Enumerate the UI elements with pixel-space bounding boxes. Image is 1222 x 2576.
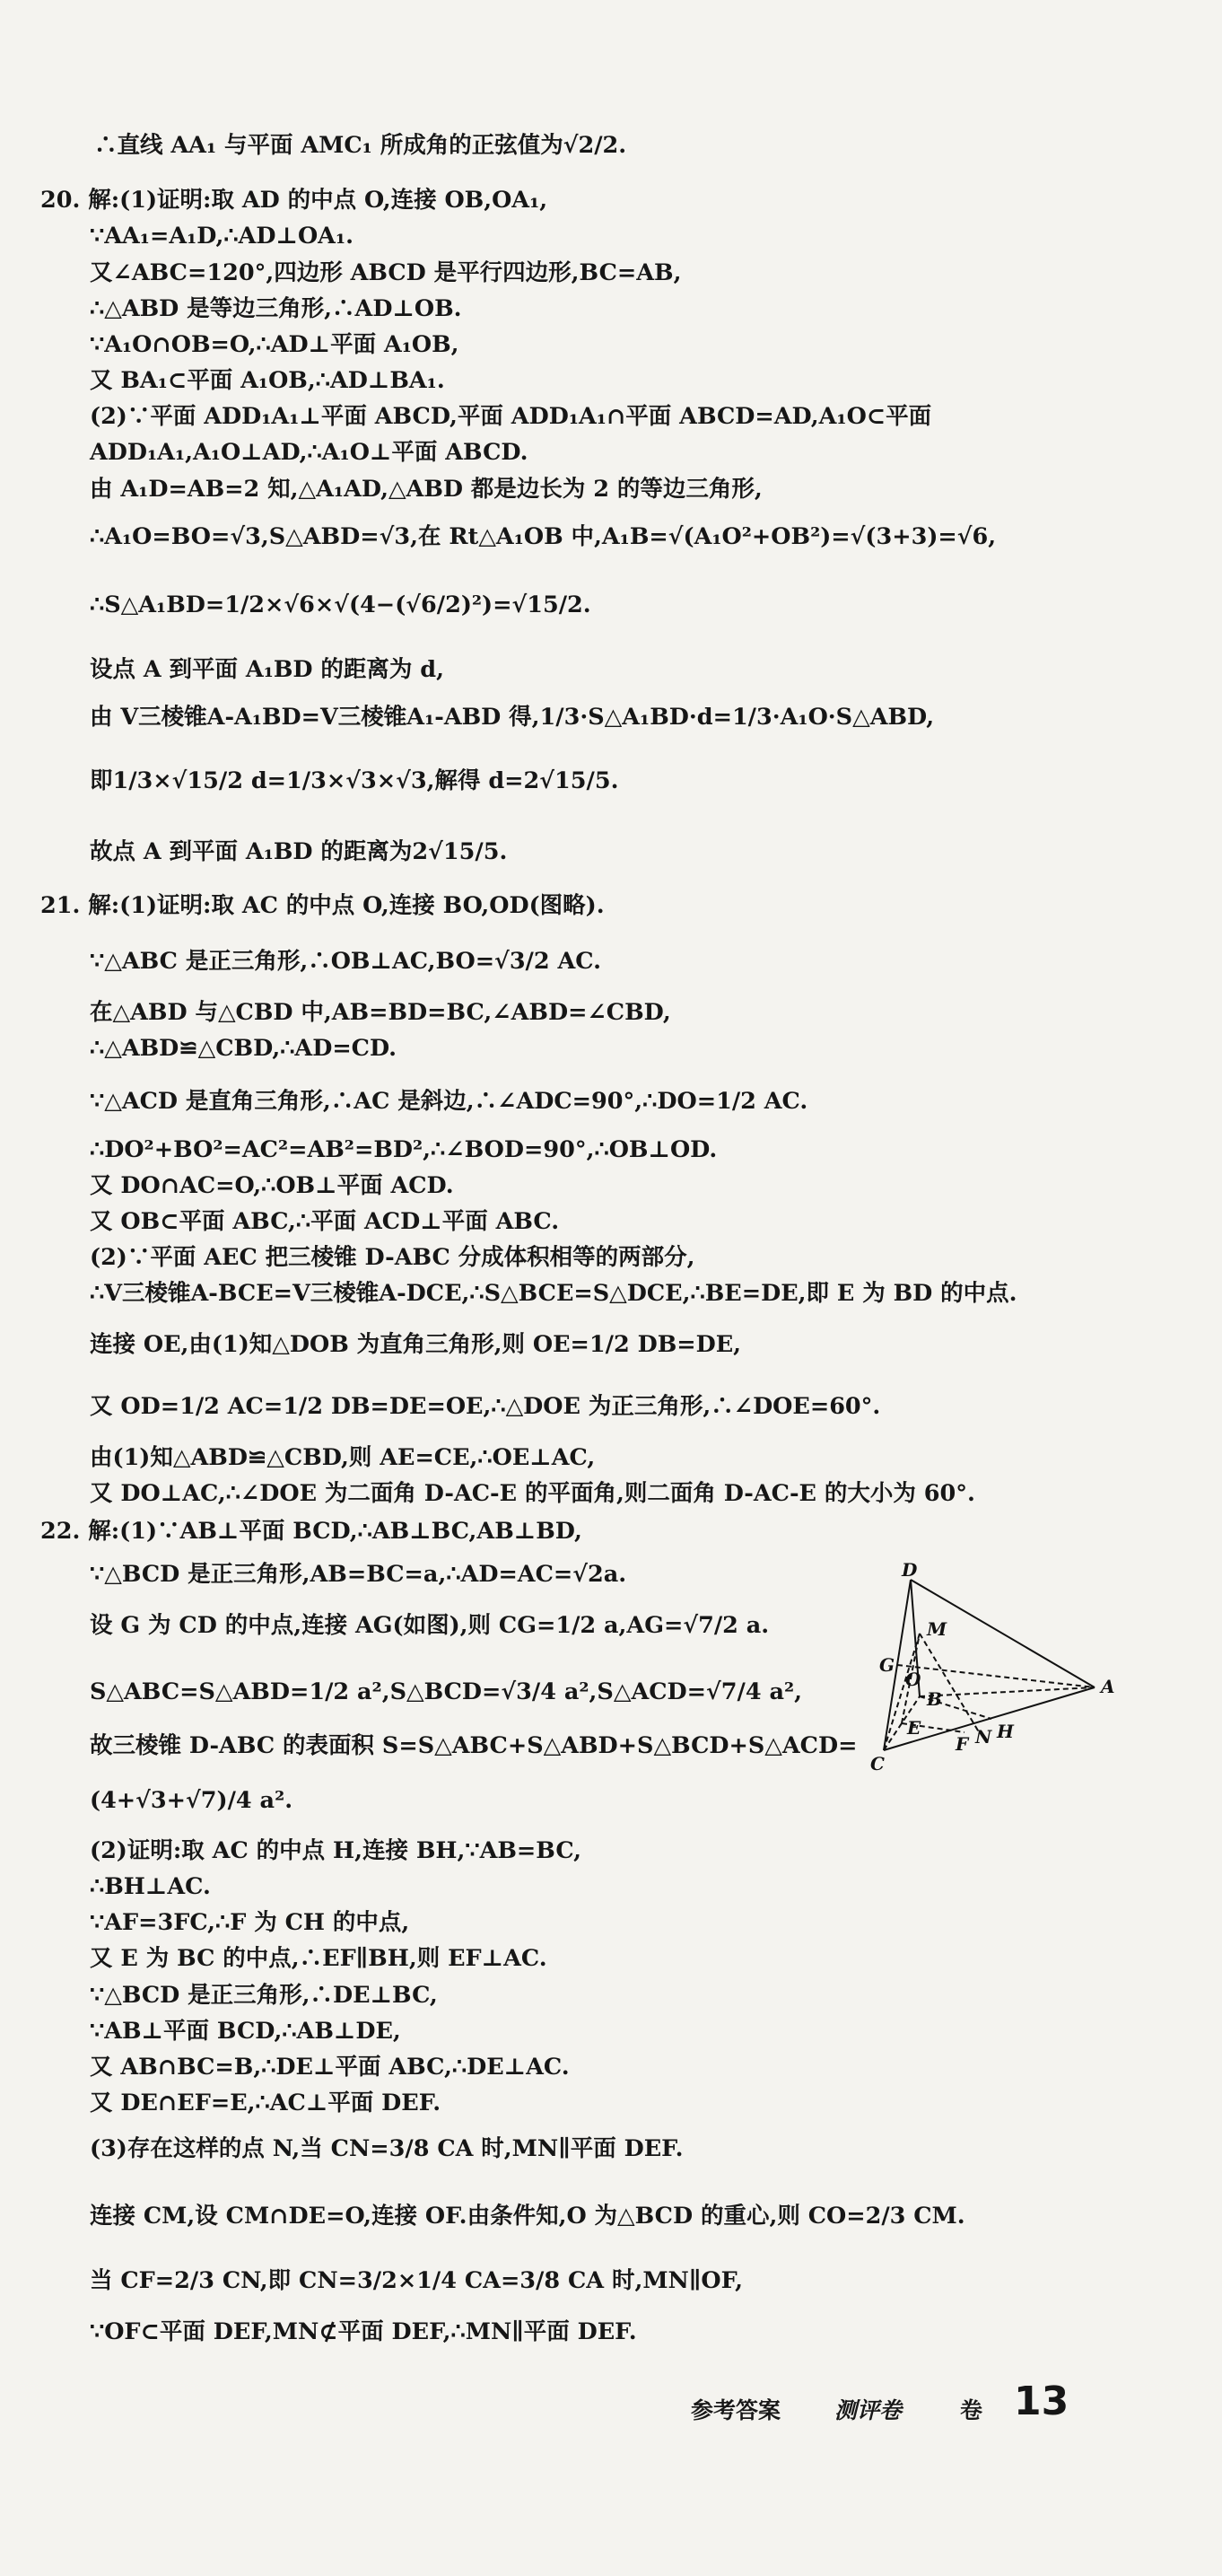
text-line: 又 E 为 BC 的中点,∴EF∥BH,则 EF⊥AC. <box>90 1945 547 1972</box>
text-line: ∴BH⊥AC. <box>90 1873 211 1900</box>
text-line: ∵OF⊂平面 DEF,MN⊄平面 DEF,∴MN∥平面 DEF. <box>90 2318 637 2345</box>
text-line: 又∠ABC=120°,四边形 ABCD 是平行四边形,BC=AB, <box>90 259 682 286</box>
footer-volume-label: 卷 <box>960 2397 983 2423</box>
label-N: N <box>975 1726 992 1748</box>
footer-series-label: 测评卷 <box>834 2397 903 2423</box>
label-H: H <box>997 1721 1014 1742</box>
text-line: (2)证明:取 AC 的中点 H,连接 BH,∵AB=BC, <box>90 1837 582 1864</box>
text-line: S△ABC=S△ABD=1/2 a²,S△BCD=√3/4 a²,S△ACD=√7/4 a², <box>90 1678 803 1705</box>
text-line: 又 OD=1/2 AC=1/2 DB=DE=OE,∴△DOE 为正三角形,∴∠DOE=60°. <box>90 1393 881 1420</box>
text-line: (4+√3+√7)/4 a². <box>90 1787 293 1814</box>
text-line: 连接 CM,设 CM∩DE=O,连接 OF.由条件知,O 为△BCD 的重心,则 CO=2/3 CM. <box>90 2203 965 2230</box>
label-B: B <box>927 1688 942 1710</box>
text-line: ∴A₁O=BO=√3,S△ABD=√3,在 Rt△A₁OB 中,A₁B=√(A₁O²+OB²)=√(3+3)=√6, <box>90 523 997 550</box>
text-line: ∴直线 AA₁ 与平面 AMC₁ 所成角的正弦值为√2/2. <box>94 132 627 159</box>
label-C: C <box>870 1753 885 1774</box>
page-number: 13 <box>1014 2379 1069 2424</box>
text-line: ∵A₁O∩OB=O,∴AD⊥平面 A₁OB, <box>90 331 459 358</box>
label-E: E <box>907 1717 921 1739</box>
text-line: 又 AB∩BC=B,∴DE⊥平面 ABC,∴DE⊥AC. <box>90 2054 570 2081</box>
text-line: 21. 解:(1)证明:取 AC 的中点 O,连接 BO,OD(图略). <box>40 892 605 919</box>
text-line: 即1/3×√15/2 d=1/3×√3×√3,解得 d=2√15/5. <box>90 767 619 794</box>
text-line: 20. 解:(1)证明:取 AD 的中点 O,连接 OB,OA₁, <box>40 187 548 214</box>
text-line: 又 DE∩EF=E,∴AC⊥平面 DEF. <box>90 2090 441 2116</box>
label-F: F <box>956 1733 969 1755</box>
text-line: (3)存在这样的点 N,当 CN=3/8 CA 时,MN∥平面 DEF. <box>90 2135 684 2162</box>
text-line: 又 DO⊥AC,∴∠DOE 为二面角 D-AC-E 的平面角,则二面角 D-AC-E 的大小为 60°. <box>90 1480 975 1507</box>
text-line: 由(1)知△ABD≌△CBD,则 AE=CE,∴OE⊥AC, <box>90 1444 596 1471</box>
text-line: 由 V三棱锥A-A₁BD=V三棱锥A₁-ABD 得,1/3·S△A₁BD·d=1/3·A₁O·S△ABD, <box>90 704 935 731</box>
text-line: (2)∵平面 AEC 把三棱锥 D-ABC 分成体积相等的两部分, <box>90 1244 695 1271</box>
text-line: 设 G 为 CD 的中点,连接 AG(如图),则 CG=1/2 a,AG=√7/2 a. <box>90 1612 770 1639</box>
label-G: G <box>879 1654 895 1676</box>
text-line: ∴DO²+BO²=AC²=AB²=BD²,∴∠BOD=90°,∴OB⊥OD. <box>90 1136 718 1163</box>
text-line: 由 A₁D=AB=2 知,△A₁AD,△ABD 都是边长为 2 的等边三角形, <box>90 476 763 503</box>
footer-answer-label: 参考答案 <box>691 2397 781 2423</box>
text-line: 22. 解:(1)∵AB⊥平面 BCD,∴AB⊥BC,AB⊥BD, <box>40 1518 582 1545</box>
text-line: 设点 A 到平面 A₁BD 的距离为 d, <box>90 656 445 683</box>
text-line: 故三棱锥 D-ABC 的表面积 S=S△ABC+S△ABD+S△BCD+S△ACD= <box>90 1732 858 1759</box>
text-line: 在△ABD 与△CBD 中,AB=BD=BC,∠ABD=∠CBD, <box>90 999 671 1026</box>
label-O: O <box>905 1669 921 1690</box>
tetrahedron-figure <box>866 1562 1126 1777</box>
text-line: 又 DO∩AC=O,∴OB⊥平面 ACD. <box>90 1172 454 1199</box>
text-line: 当 CF=2/3 CN,即 CN=3/2×1/4 CA=3/8 CA 时,MN∥OF, <box>90 2267 743 2294</box>
label-D: D <box>902 1562 918 1581</box>
label-M: M <box>927 1618 947 1640</box>
text-line: ∴V三棱锥A-BCE=V三棱锥A-DCE,∴S△BCE=S△DCE,∴BE=DE,即 E 为 BD 的中点. <box>90 1280 1017 1307</box>
text-line: 连接 OE,由(1)知△DOB 为直角三角形,则 OE=1/2 DB=DE, <box>90 1331 742 1358</box>
text-line: ∴△ABD 是等边三角形,∴AD⊥OB. <box>90 295 462 322</box>
text-line: ∵△ACD 是直角三角形,∴AC 是斜边,∴∠ADC=90°,∴DO=1/2 AC. <box>90 1088 808 1115</box>
text-line: ∵△BCD 是正三角形,AB=BC=a,∴AD=AC=√2a. <box>90 1561 627 1588</box>
label-A: A <box>1101 1676 1115 1697</box>
text-line: ∵AA₁=A₁D,∴AD⊥OA₁. <box>90 223 354 250</box>
text-line: ∵AF=3FC,∴F 为 CH 的中点, <box>90 1909 410 1936</box>
text-line: ∴△ABD≌△CBD,∴AD=CD. <box>90 1035 397 1062</box>
text-line: 又 OB⊂平面 ABC,∴平面 ACD⊥平面 ABC. <box>90 1208 560 1235</box>
text-line: ∵AB⊥平面 BCD,∴AB⊥DE, <box>90 2018 401 2045</box>
text-line: 故点 A 到平面 A₁BD 的距离为2√15/5. <box>90 838 508 865</box>
text-line: ADD₁A₁,A₁O⊥AD,∴A₁O⊥平面 ABCD. <box>90 439 528 466</box>
text-line: 又 BA₁⊂平面 A₁OB,∴AD⊥BA₁. <box>90 367 445 394</box>
text-line: (2)∵平面 ADD₁A₁⊥平面 ABCD,平面 ADD₁A₁∩平面 ABCD=AD,A₁O⊂平面 <box>90 403 932 430</box>
text-line: ∵△BCD 是正三角形,∴DE⊥BC, <box>90 1982 438 2009</box>
page-footer <box>691 2380 1193 2434</box>
text-line: ∴S△A₁BD=1/2×√6×√(4−(√6/2)²)=√15/2. <box>90 591 591 618</box>
text-line: ∵△ABC 是正三角形,∴OB⊥AC,BO=√3/2 AC. <box>90 948 602 975</box>
